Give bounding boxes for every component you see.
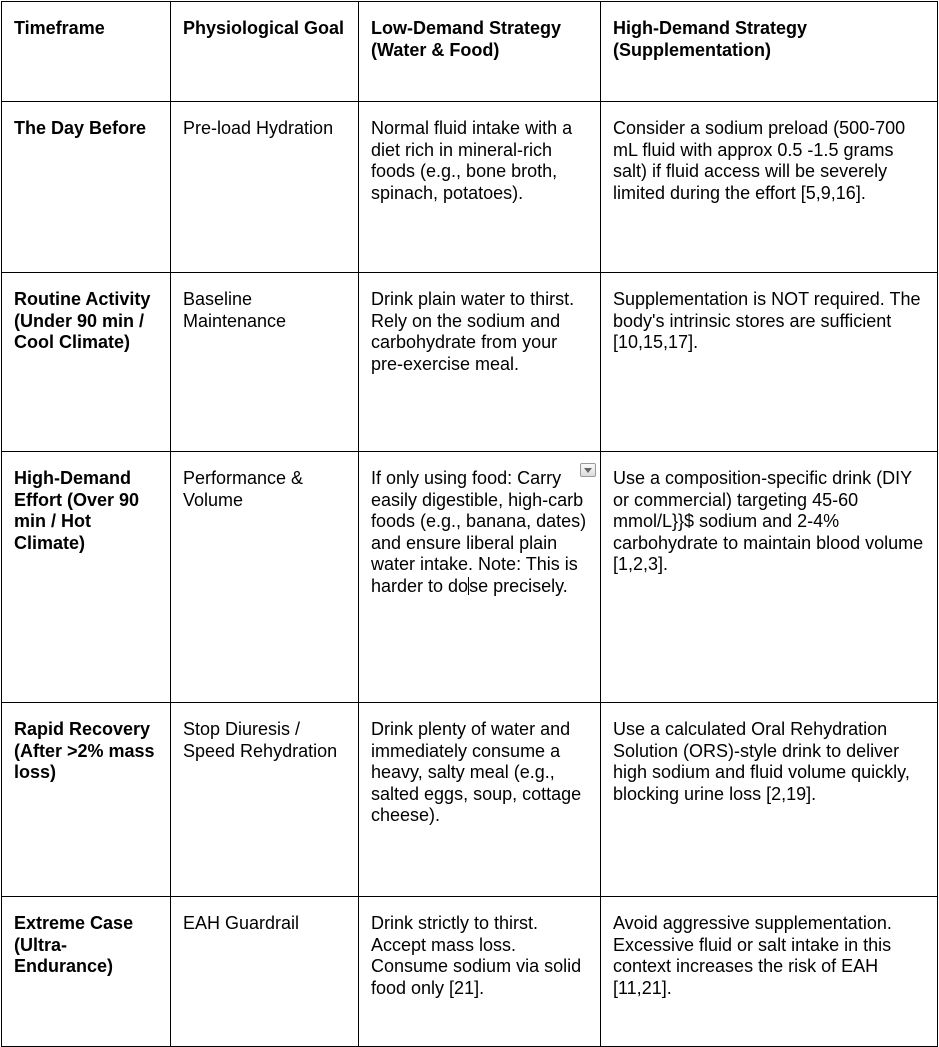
- cell-goal[interactable]: [171, 897, 359, 1047]
- header-row: [2, 2, 938, 102]
- header-low-demand-text: Low-Demand Strategy (Water & Food): [371, 18, 562, 60]
- header-low-demand[interactable]: [359, 2, 601, 102]
- cell-timeframe[interactable]: [2, 897, 171, 1047]
- timeframe-text: Extreme Case (Ultra-Endurance): [14, 913, 134, 976]
- cell-low-demand[interactable]: [359, 703, 601, 897]
- cell-goal[interactable]: [171, 703, 359, 897]
- goal-text: Baseline Maintenance: [183, 289, 287, 331]
- header-goal-text: Physiological Goal: [183, 18, 345, 38]
- low-demand-text: Normal fluid intake with a diet rich in mineral-rich foods (e.g., bone broth, spinach, potatoes).: [371, 118, 573, 203]
- timeframe-text: Routine Activity (Under 90 min / Cool Climate): [14, 289, 151, 352]
- table-row: [2, 897, 938, 1047]
- goal-text: Stop Diuresis / Speed Rehydration: [183, 719, 338, 761]
- timeframe-text: High-Demand Effort (Over 90 min / Hot Climate): [14, 468, 140, 553]
- table-row: [2, 703, 938, 897]
- low-demand-text: Drink plenty of water and immediately consume a heavy, salty meal (e.g., salted eggs, soup, cottage cheese).: [371, 719, 582, 825]
- cell-timeframe[interactable]: [2, 273, 171, 452]
- goal-text: Performance & Volume: [183, 468, 304, 510]
- timeframe-text: Rapid Recovery (After >2% mass loss): [14, 719, 155, 782]
- cell-high-demand[interactable]: [601, 273, 938, 452]
- cell-dropdown-arrow-icon[interactable]: [580, 463, 596, 477]
- strategy-table: [1, 1, 938, 1047]
- header-timeframe-text: Timeframe: [14, 18, 105, 38]
- cell-high-demand[interactable]: [601, 897, 938, 1047]
- header-high-demand[interactable]: [601, 2, 938, 102]
- high-demand-text: Use a composition-specific drink (DIY or commercial) targeting 45-60 mmol/L}}$ sodium and 2-4% carbohydrate to maintain blood volume [1,2,3].: [613, 468, 924, 574]
- high-demand-text: Supplementation is NOT required. The body's intrinsic stores are sufficient [10,15,17].: [613, 289, 921, 352]
- cell-goal[interactable]: [171, 452, 359, 703]
- low-demand-text-after-caret: se precisely.: [469, 575, 568, 596]
- cell-timeframe[interactable]: [2, 452, 171, 703]
- cell-low-demand[interactable]: [359, 273, 601, 452]
- low-demand-text: [371, 452, 592, 597]
- high-demand-text: Use a calculated Oral Rehydration Solution (ORS)-style drink to deliver high sodium and fluid volume quickly, blocking urine loss [2,19].: [613, 719, 910, 804]
- header-timeframe[interactable]: [2, 2, 171, 102]
- timeframe-text: The Day Before: [14, 118, 147, 138]
- cell-low-demand[interactable]: [359, 897, 601, 1047]
- header-high-demand-text: High-Demand Strategy (Supplementation): [613, 18, 808, 60]
- cell-high-demand[interactable]: [601, 703, 938, 897]
- low-demand-text: Drink strictly to thirst. Accept mass loss. Consume sodium via solid food only [21].: [371, 913, 582, 998]
- goal-text: EAH Guardrail: [183, 913, 300, 933]
- table-row: [2, 273, 938, 452]
- low-demand-text: Drink plain water to thirst. Rely on the sodium and carbohydrate from your pre-exercise meal.: [371, 289, 575, 374]
- high-demand-text: Avoid aggressive supplementation. Excessive fluid or salt intake in this context increases the risk of EAH [11,21].: [613, 913, 892, 998]
- table-row: [2, 102, 938, 273]
- high-demand-text: Consider a sodium preload (500-700 mL fluid with approx 0.5 -1.5 grams salt) if fluid access will be severely limited during the effort [5,9,16].: [613, 118, 906, 203]
- cell-low-demand-active[interactable]: [359, 452, 601, 703]
- cell-timeframe[interactable]: [2, 102, 171, 273]
- cell-timeframe[interactable]: [2, 703, 171, 897]
- cell-high-demand[interactable]: [601, 452, 938, 703]
- cell-goal[interactable]: [171, 273, 359, 452]
- cell-goal[interactable]: [171, 102, 359, 273]
- low-demand-text-before-caret: If only using food: Carry easily digestible, high-carb foods (e.g., banana, dates) and ensure liberal plain water intake. Note: This is harder to do: [371, 468, 587, 596]
- header-goal[interactable]: [171, 2, 359, 102]
- cell-high-demand[interactable]: [601, 102, 938, 273]
- table-row: [2, 452, 938, 703]
- cell-low-demand[interactable]: [359, 102, 601, 273]
- goal-text: Pre-load Hydration: [183, 118, 334, 138]
